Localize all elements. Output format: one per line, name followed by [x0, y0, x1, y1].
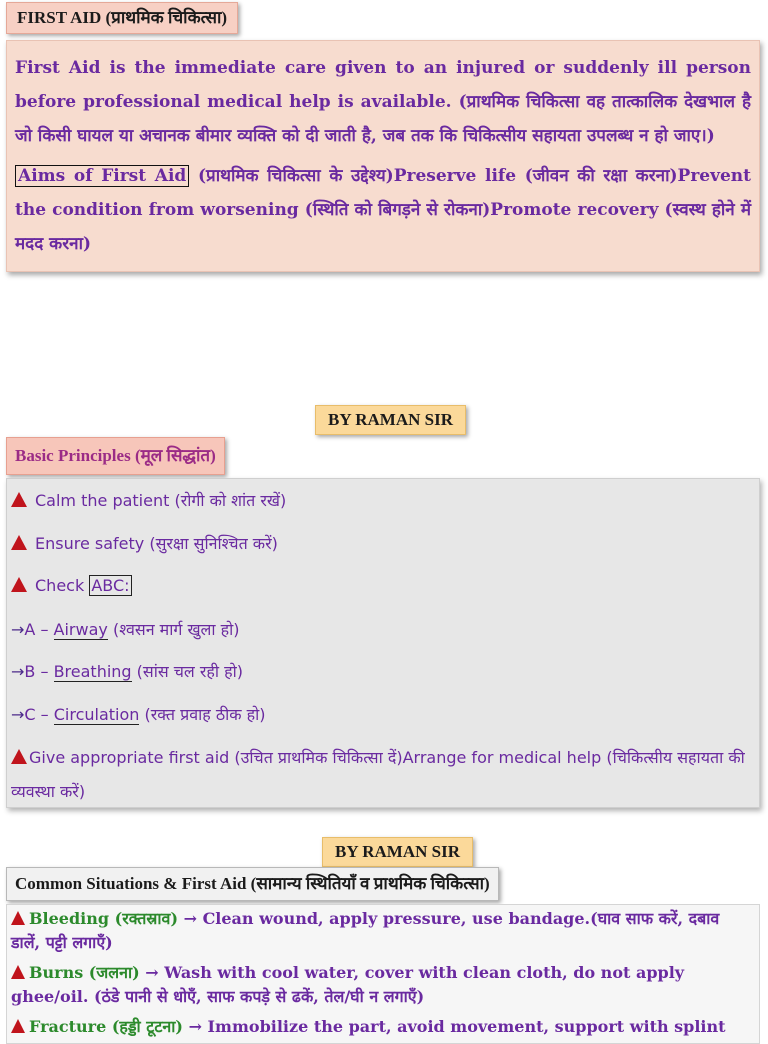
circulation-prefix: C –: [24, 705, 54, 724]
page-title: FIRST AID (प्राथमिक चिकित्सा): [6, 2, 238, 34]
author-badge: BY RAMAN SIR: [322, 837, 473, 867]
breathing-word: Breathing: [53, 662, 132, 681]
list-item-bleeding: [11, 907, 753, 955]
aims-label: Aims of First Aid: [15, 165, 189, 187]
list-item-breathing: [11, 657, 751, 687]
list-item-circulation: [11, 700, 751, 730]
right-arrow-icon: →: [11, 662, 25, 681]
list-item: [11, 486, 751, 516]
basic-principles-box: [6, 478, 760, 808]
list-item: [11, 571, 751, 601]
airway-word: Airway: [53, 620, 108, 639]
list-item: [11, 529, 751, 559]
definition-text: First Aid is the immediate care given to an injured or suddenly ill person before professional medical help is available. (प्राथमिक चिकित्सा वह तात्कालिक देखभाल है जो किसी घायल या अचानक बीमार व्यक्ति को दी जाती है, जब तक कि चिकित्सीय सहायता उपलब्ध न हो जाए।): [15, 58, 751, 146]
situation-text: → Clean wound, apply pressure, use bandage.(घाव साफ करें, दबाव डालें, पट्टी लगाएँ): [11, 909, 720, 952]
basic-principles-title: Basic Principles (मूल सिद्धांत): [6, 437, 225, 475]
red-triangle-icon: [11, 749, 27, 764]
airway-prefix: A –: [24, 620, 54, 639]
red-triangle-icon: [11, 965, 25, 979]
red-triangle-icon: [11, 577, 27, 592]
circulation-rest: (रक्त प्रवाह ठीक हो): [139, 705, 266, 724]
breathing-rest: (सांस चल रही हो): [131, 662, 244, 681]
red-triangle-icon: [11, 1019, 25, 1033]
breathing-prefix: B –: [24, 662, 54, 681]
list-item-text: Calm the patient (रोगी को शांत रखें): [35, 491, 287, 510]
list-item-text: Give appropriate first aid (उचित प्राथमिक चिकित्सा दें)Arrange for medical help (चिकित्सीय सहायता की व्यवस्था करें): [11, 748, 745, 801]
situation-label: Fracture (हड्डी टूटना): [29, 1017, 183, 1036]
right-arrow-icon: →: [11, 620, 25, 639]
list-item-fracture: [11, 1015, 753, 1039]
list-item-airway: [11, 615, 751, 645]
situation-text: → Wash with cool water, cover with clean cloth, do not apply ghee/oil. (ठंडे पानी से धोएँ, साफ कपड़े से ढकें, तेल/घी न लगाएँ): [11, 963, 685, 1006]
red-triangle-icon: [11, 535, 27, 550]
red-triangle-icon: [11, 911, 25, 925]
right-arrow-icon: →: [11, 705, 25, 724]
airway-rest: (श्वसन मार्ग खुला हो): [107, 620, 240, 639]
list-item-text: Check: [35, 576, 90, 595]
list-item-text: Ensure safety (सुरक्षा सुनिश्चित करें): [35, 534, 278, 553]
list-item: [11, 741, 751, 809]
common-situations-title: Common Situations & First Aid (सामान्य स्थितियाँ व प्राथमिक चिकित्सा): [6, 867, 499, 901]
author-badge: BY RAMAN SIR: [315, 405, 466, 435]
list-item-burns: [11, 961, 753, 1009]
situation-label: Burns (जलना): [29, 963, 140, 982]
aims-paragraph: [15, 159, 751, 261]
red-triangle-icon: [11, 492, 27, 507]
definition-box: [6, 40, 760, 272]
situation-text: → Immobilize the part, avoid movement, support with splint: [183, 1017, 726, 1036]
abc-label: ABC:: [91, 576, 130, 595]
situation-label: Bleeding (रक्तस्राव): [29, 909, 179, 928]
aims-text: (प्राथमिक चिकित्सा के उद्देश्य)Preserve life (जीवन की रक्षा करना)Prevent the condition from worsening (स्थिति को बिगड़ने से रोकना)Promote recovery (स्वस्थ होने में मदद करना): [15, 166, 751, 254]
common-situations-box: [6, 904, 760, 1044]
circulation-word: Circulation: [53, 705, 140, 724]
